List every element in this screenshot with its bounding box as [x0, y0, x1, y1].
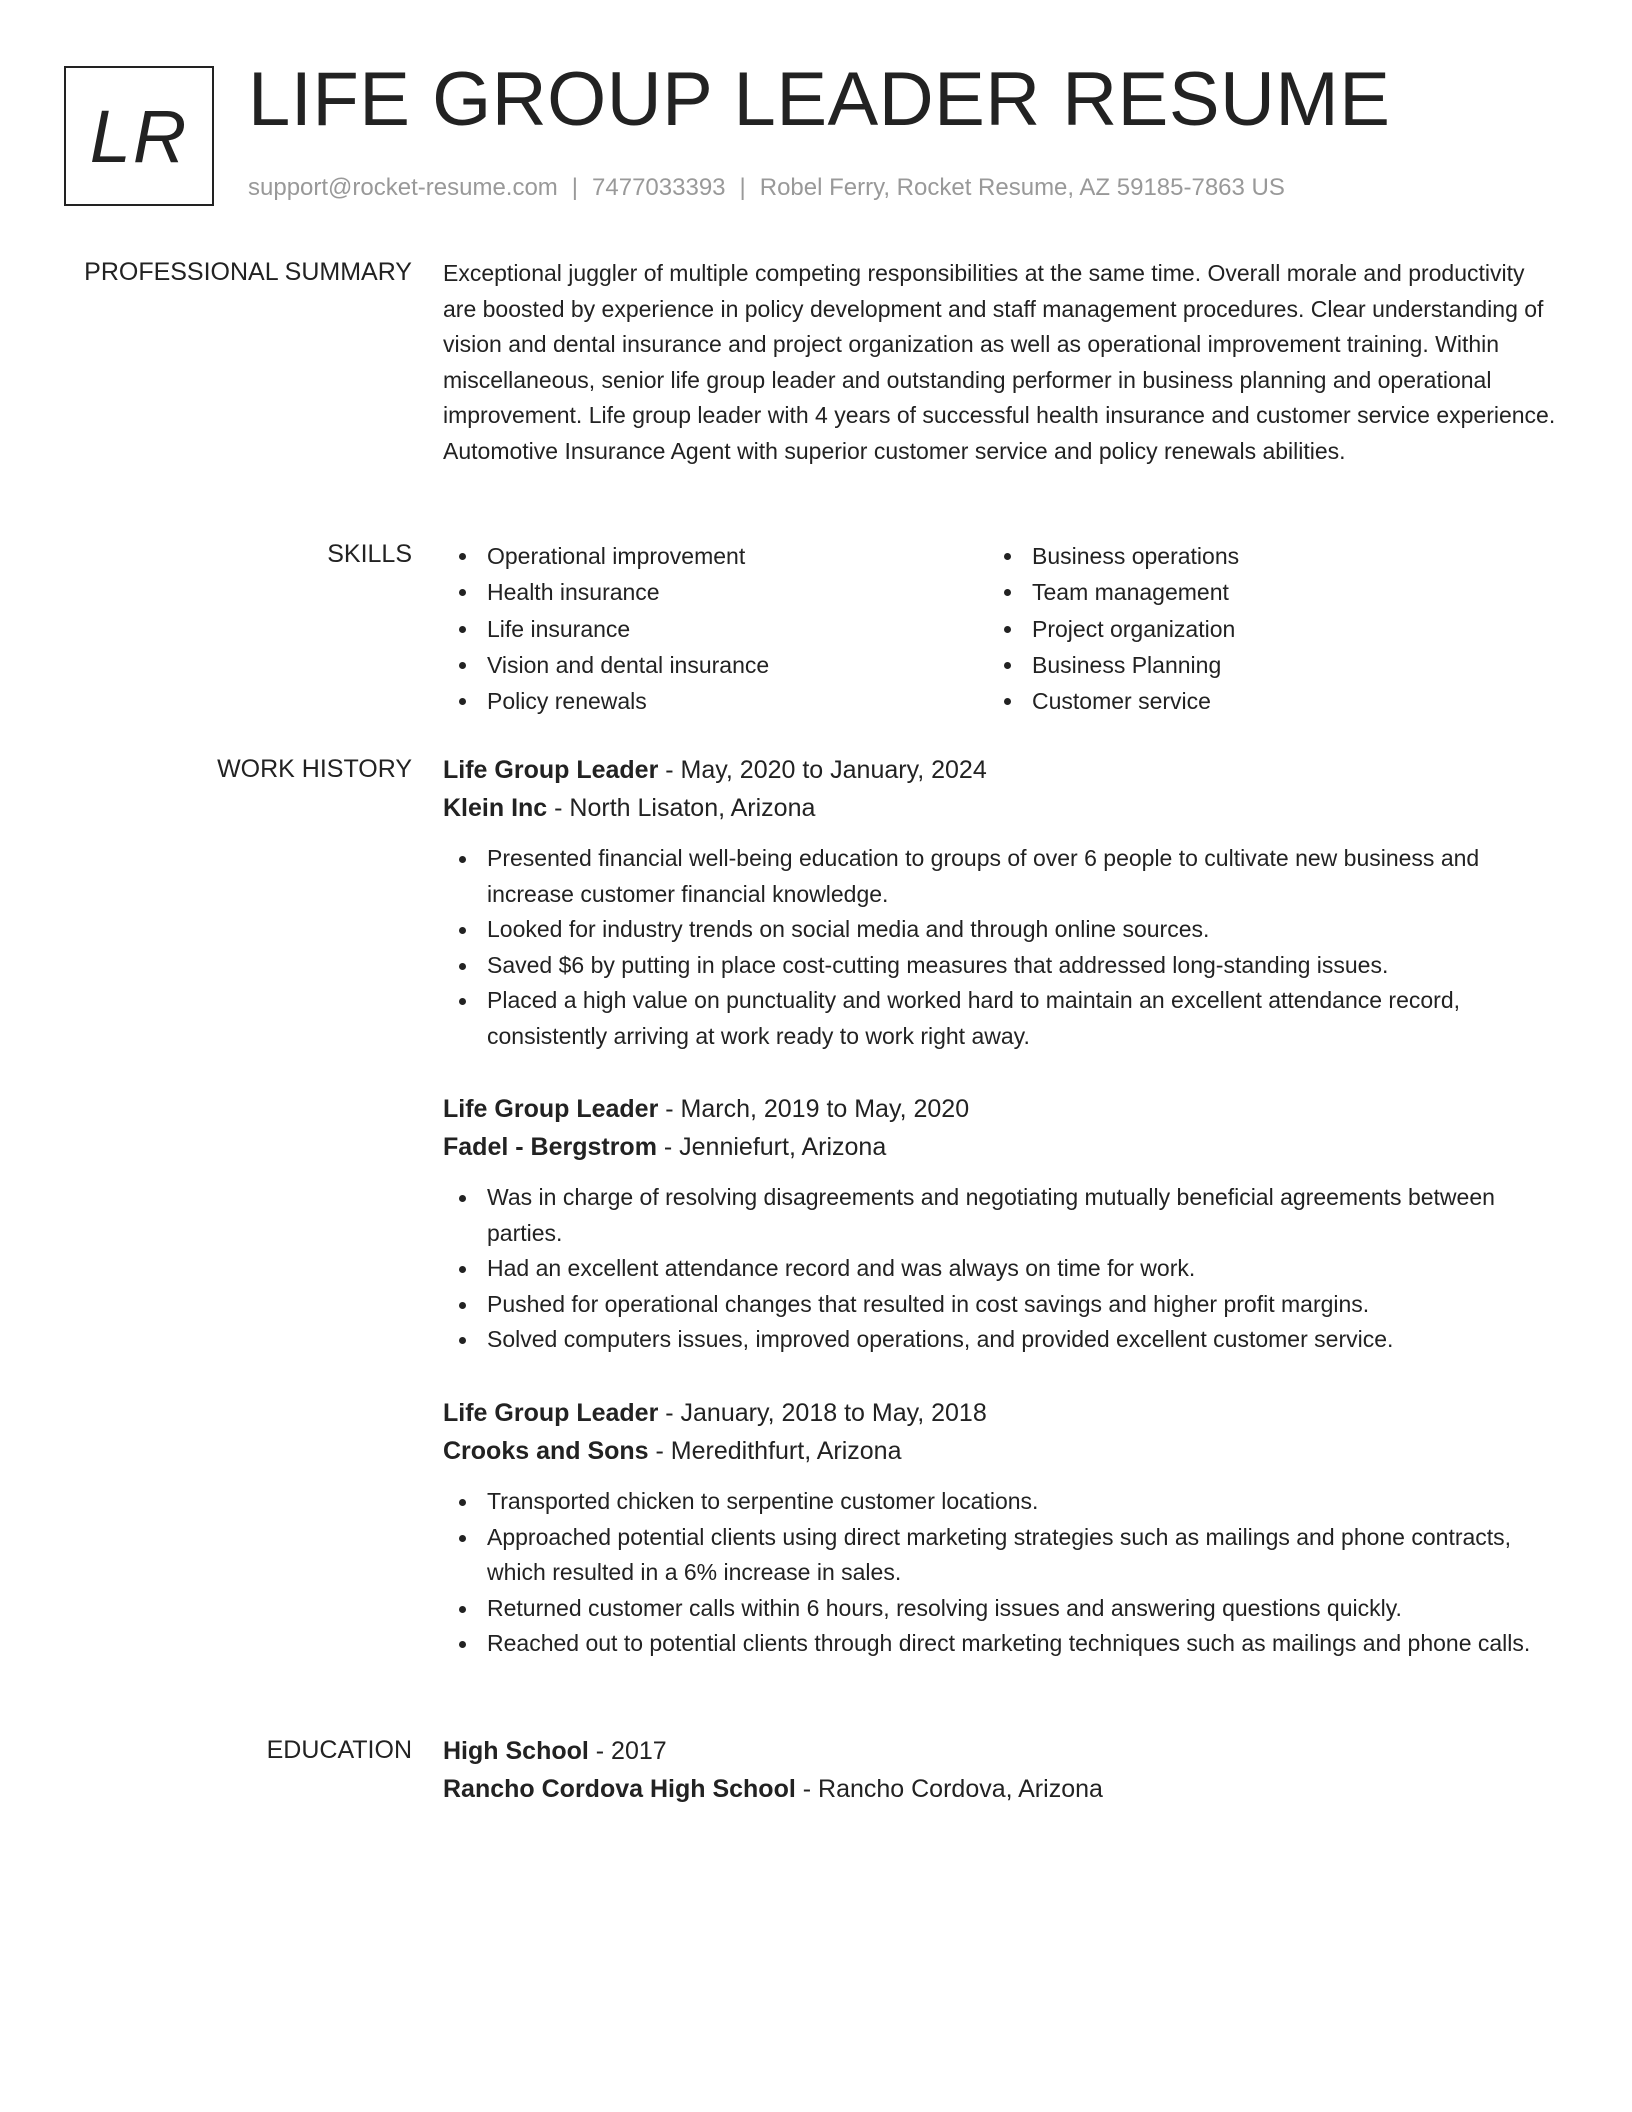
skill-item: Business Planning: [988, 647, 1239, 683]
job-company-line: [443, 1432, 1563, 1470]
job-duty: Looked for industry trends on social media and through online sources.: [443, 912, 1563, 948]
skill-item: Life insurance: [443, 611, 769, 647]
job-company: Klein Inc: [443, 794, 548, 822]
education-school: Rancho Cordova High School: [443, 1775, 796, 1803]
job-dates: - March, 2019 to May, 2020: [658, 1095, 970, 1123]
education-year: - 2017: [588, 1737, 667, 1765]
job-title: Life Group Leader: [443, 1095, 659, 1123]
contact-separator: |: [571, 174, 579, 201]
job-company: Fadel - Bergstrom: [443, 1133, 657, 1161]
job-dates: - May, 2020 to January, 2024: [658, 756, 987, 784]
job-duty: Returned customer calls within 6 hours, resolving issues and answering questions quickly.: [443, 1591, 1563, 1627]
job-title-line: [443, 751, 1563, 789]
job-duty: Solved computers issues, improved operations, and provided excellent customer service.: [443, 1322, 1563, 1358]
job-duties: [443, 1180, 1563, 1358]
job-duty: Transported chicken to serpentine customer locations.: [443, 1484, 1563, 1520]
skills-list-left: [443, 538, 769, 719]
job-entry: [443, 1090, 1563, 1358]
contact-line: [248, 174, 1285, 202]
education-heading: EDUCATION: [266, 1736, 412, 1764]
contact-email[interactable]: support@rocket-resume.com: [248, 174, 558, 201]
job-duty: Had an excellent attendance record and was always on time for work.: [443, 1251, 1563, 1287]
education-degree-line: [443, 1732, 1563, 1770]
education-degree: High School: [443, 1737, 589, 1765]
education-location: - Rancho Cordova, Arizona: [795, 1775, 1103, 1803]
job-title: Life Group Leader: [443, 1399, 659, 1427]
skills-list-right: [988, 538, 1239, 719]
skill-item: Vision and dental insurance: [443, 647, 769, 683]
education-entry: [443, 1732, 1563, 1808]
job-title-line: [443, 1090, 1563, 1128]
job-duty: Placed a high value on punctuality and worked hard to maintain an excellent attendance record, consistently arriving at work ready to work right away.: [443, 983, 1563, 1054]
job-company-line: [443, 789, 1563, 827]
job-duty: Reached out to potential clients through direct marketing techniques such as mailings and phone calls.: [443, 1626, 1563, 1662]
skill-item: Team management: [988, 574, 1239, 610]
job-location: - Jenniefurt, Arizona: [656, 1133, 887, 1161]
job-duties: [443, 841, 1563, 1054]
job-title-line: [443, 1394, 1563, 1432]
skill-item: Policy renewals: [443, 683, 769, 719]
job-duty: Pushed for operational changes that resulted in cost savings and higher profit margins.: [443, 1287, 1563, 1323]
contact-phone[interactable]: 7477033393: [592, 174, 726, 201]
job-company-line: [443, 1128, 1563, 1166]
summary-heading: PROFESSIONAL SUMMARY: [84, 258, 412, 286]
job-entry: [443, 1394, 1563, 1662]
job-duty: Presented financial well-being education to groups of over 6 people to cultivate new business and increase customer financial knowledge.: [443, 841, 1563, 912]
skill-item: Health insurance: [443, 574, 769, 610]
skill-item: Operational improvement: [443, 538, 769, 574]
summary-text: Exceptional juggler of multiple competing responsibilities at the same time. Overall morale and productivity are boosted by experience in policy development and staff management procedures. Clear understanding of vision and dental insurance and project organization as well as operational improvement training. Within miscellaneous, senior life group leader and outstanding performer in business planning and operational improvement. Life group leader with 4 years of successful health insurance and customer service experience. Automotive Insurance Agent with superior customer service and policy renewals abilities.: [443, 260, 1556, 464]
job-duty: Was in charge of resolving disagreements and negotiating mutually beneficial agreements between parties.: [443, 1180, 1563, 1251]
skills-heading: SKILLS: [327, 540, 412, 568]
education-school-line: [443, 1770, 1563, 1808]
contact-address: Robel Ferry, Rocket Resume, AZ 59185-7863 US: [759, 174, 1285, 201]
job-duty: Approached potential clients using direct marketing strategies such as mailings and phone contracts, which resulted in a 6% increase in sales.: [443, 1520, 1563, 1591]
job-title: Life Group Leader: [443, 756, 659, 784]
skill-item: Business operations: [988, 538, 1239, 574]
job-location: - Meredithfurt, Arizona: [648, 1437, 902, 1465]
job-duties: [443, 1484, 1563, 1662]
skill-item: Project organization: [988, 611, 1239, 647]
job-dates: - January, 2018 to May, 2018: [658, 1399, 987, 1427]
skill-item: Customer service: [988, 683, 1239, 719]
monogram-logo: LR: [64, 66, 214, 206]
resume-title: LIFE GROUP LEADER RESUME: [248, 57, 1391, 142]
job-location: - North Lisaton, Arizona: [547, 794, 816, 822]
contact-separator: |: [739, 174, 746, 201]
work-history-heading: WORK HISTORY: [217, 755, 412, 783]
job-duty: Saved $6 by putting in place cost-cutting measures that addressed long-standing issues.: [443, 948, 1563, 984]
job-company: Crooks and Sons: [443, 1437, 649, 1465]
job-entry: [443, 751, 1563, 1054]
